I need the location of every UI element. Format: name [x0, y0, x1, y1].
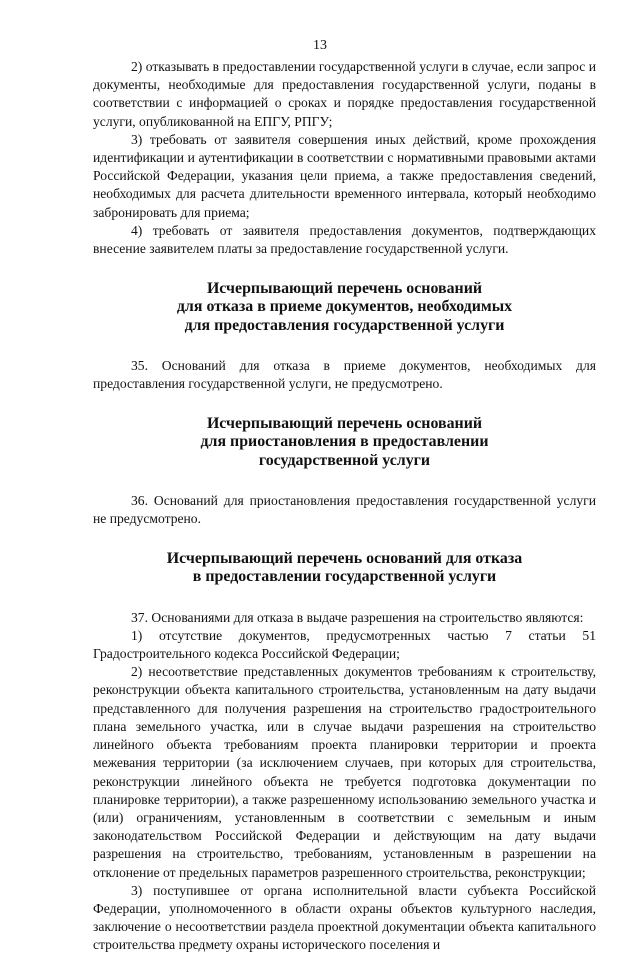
paragraph-37-item-1: 1) отсутствие документов, предусмотренных частью 7 статьи 51 Градостроительного кодекса Российской Федерации;: [93, 627, 596, 662]
heading-line: для отказа в приеме документов, необходимых: [176, 298, 513, 316]
document-body: [93, 58, 596, 955]
paragraph-37-item-2: 2) несоответствие представленных документов требованиям к строительству, реконструкции объекта капитального строительства, установленным на дату выдачи представленного для получения разрешения на строительство градостроительного плана земельного участка, или в случае выдачи разрешения на строительство линейного объекта требованиям проекта планировки территории и проекта межевания территории (за исключением случаев, при которых для строительства, реконструкции линейного объекта не требуется подготовка документации по планировке территории), а также разрешенному использованию земельного участка и (или) ограничениям, установленным в соответствии с земельным и иным законодательством Российской Федерации и действующим на дату выдачи разрешения на строительство, требованиям, установленным в разрешении на отклонение от предельных параметров разрешенного строительства, реконструкции;: [93, 664, 596, 880]
paragraph-35: 35. Оснований для отказа в приеме документов, необходимых для предоставления государственной услуги, не предусмотрено.: [93, 357, 596, 392]
heading-line: для приостановления в предоставлении: [200, 433, 489, 451]
paragraph-item-4: 4) требовать от заявителя предоставления документов, подтверждающих внесение заявителем платы за предоставление государственной услуги.: [93, 222, 596, 257]
heading-line: в предоставлении государственной услуги: [192, 568, 497, 586]
paragraph-item-2: 2) отказывать в предоставлении государственной услуги в случае, если запрос и документы, необходимые для предоставления государственной услуги, поданы в соответствии с информацией о сроках и порядке предоставления государственной услуги, опубликованной на ЕПГУ, РПГУ;: [93, 59, 596, 129]
heading-line: государственной услуги: [258, 451, 431, 469]
section-heading-suspension: [93, 415, 596, 470]
section-heading-refusal-service: [93, 550, 596, 586]
paragraph-37: 37. Основаниями для отказа в выдаче разрешения на строительство являются:: [131, 609, 584, 625]
heading-line: Исчерпывающий перечень оснований: [206, 280, 483, 298]
page-number: 13: [313, 38, 327, 53]
heading-line: для предоставления государственной услуги: [184, 316, 505, 334]
heading-line: Исчерпывающий перечень оснований для отказа: [166, 550, 523, 568]
paragraph-36: 36. Оснований для приостановления предоставления государственной услуги не предусмотрено.: [93, 492, 596, 527]
section-heading-refusal-acceptance: [93, 280, 596, 335]
paragraph-item-3: 3) требовать от заявителя совершения иных действий, кроме прохождения идентификации и аутентификации в соответствии с нормативными правовыми актами Российской Федерации, указания цели приема, а также предоставления сведений, необходимых для расчета длительности временного интервала, который необходимо забронировать для приема;: [93, 131, 596, 220]
paragraph-37-item-3: 3) поступившее от органа исполнительной власти субъекта Российской Федерации, уполномоченного в области охраны объектов культурного наследия, заключение о несоответствии раздела проектной документации объекта капитального строительства предмету охраны исторического поселения и: [93, 882, 596, 953]
heading-line: Исчерпывающий перечень оснований: [206, 415, 483, 433]
